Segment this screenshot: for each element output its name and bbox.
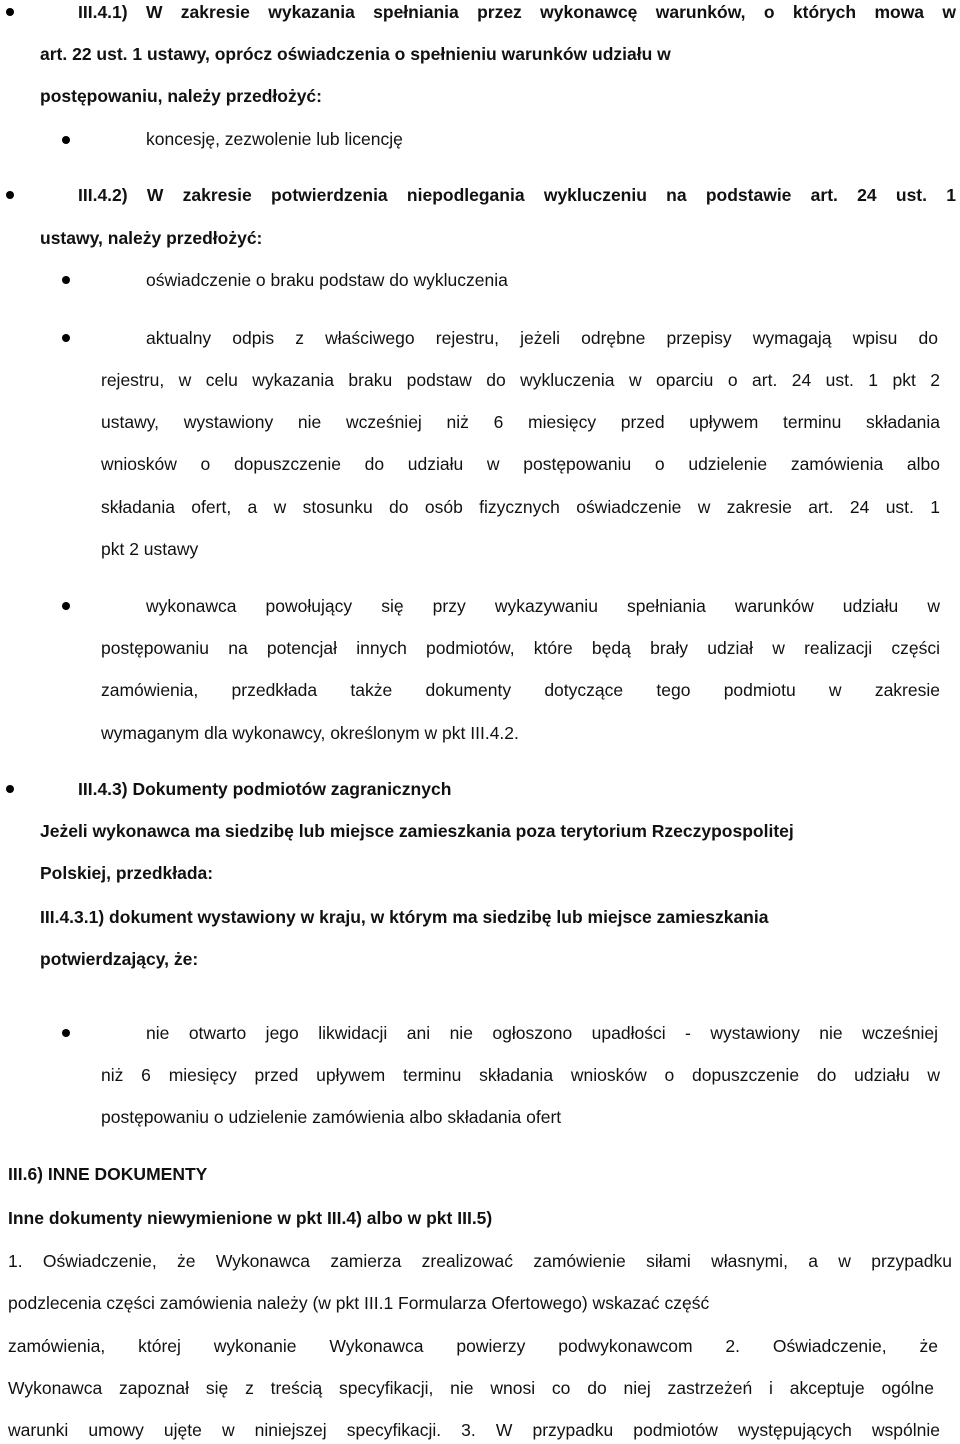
text-line: ustawy, należy przedłożyć:	[40, 228, 263, 248]
text-line: zamówienia, której wykonanie Wykonawca powierzy podwykonawcom 2. Oświadczenie, że	[8, 1336, 938, 1356]
text-line: wykonawca powołujący się przy wykazywaniu spełniania warunków udziału w	[146, 596, 940, 616]
list-item: koncesję, zezwolenie lub licencję	[146, 129, 403, 149]
text-line: III.4.2) W zakresie potwierdzenia niepodlegania wykluczeniu na podstawie art. 24 ust. 1	[78, 185, 956, 205]
subheading-other-documents: Inne dokumenty niewymienione w pkt III.4) albo w pkt III.5)	[8, 1208, 493, 1228]
text-line: postępowaniu, należy przedłożyć:	[40, 86, 322, 106]
text-line: warunki umowy ujęte w niniejszej specyfikacji. 3. W przypadku podmiotów występujących wspólnie	[8, 1420, 940, 1440]
text-line: III.4.1) W zakresie wykazania spełniania przez wykonawcę warunków, o których mowa w	[78, 2, 956, 22]
section-heading-iii-6: III.6) INNE DOKUMENTY	[8, 1164, 208, 1184]
text-line: wniosków o dopuszczenie do udziału w postępowaniu o udzielenie zamówienia albo	[101, 454, 940, 474]
bullet-icon	[62, 136, 70, 144]
text-line: pkt 2 ustawy	[101, 539, 199, 559]
text-line: niż 6 miesięcy przed upływem terminu składania wniosków o dopuszczenie do udziału w	[101, 1065, 940, 1085]
text-line: postępowaniu o udzielenie zamówienia albo składania ofert	[101, 1107, 562, 1127]
text-line: 1. Oświadczenie, że Wykonawca zamierza zrealizować zamówienie siłami własnymi, a w przypadku	[8, 1251, 952, 1271]
text-line: art. 22 ust. 1 ustawy, oprócz oświadczenia o spełnieniu warunków udziału w	[40, 44, 671, 64]
bullet-icon	[6, 785, 14, 793]
text-line: ustawy, wystawiony nie wcześniej niż 6 miesięcy przed upływem terminu składania	[101, 412, 940, 432]
bullet-icon	[6, 8, 14, 16]
text-line: nie otwarto jego likwidacji ani nie ogłoszono upadłości - wystawiony nie wcześniej	[146, 1023, 938, 1043]
text-line: potwierdzający, że:	[40, 949, 199, 969]
text-line: Polskiej, przedkłada:	[40, 863, 214, 883]
section-heading-iii-4-3: III.4.3) Dokumenty podmiotów zagranicznych	[78, 779, 452, 799]
text-line: podzlecenia części zamówienia należy (w pkt III.1 Formularza Ofertowego) wskazać część	[8, 1293, 710, 1313]
bullet-icon	[62, 334, 70, 342]
bullet-icon	[6, 191, 14, 199]
text-line: wymaganym dla wykonawcy, określonym w pkt III.4.2.	[101, 723, 519, 743]
text-line: zamówienia, przedkłada także dokumenty dotyczące tego podmiotu w zakresie	[101, 680, 940, 700]
text-line: Wykonawca zapoznał się z treścią specyfikacji, nie wnosi co do niej zastrzeżeń i akceptuje ogólne	[8, 1378, 934, 1398]
bullet-icon	[62, 276, 70, 284]
bullet-icon	[62, 602, 70, 610]
text-line: postępowaniu na potencjał innych podmiotów, które będą brały udział w realizacji części	[101, 638, 940, 658]
bullet-icon	[62, 1029, 70, 1037]
list-item: oświadczenie o braku podstaw do wykluczenia	[146, 270, 508, 290]
text-line: III.4.3.1) dokument wystawiony w kraju, w którym ma siedzibę lub miejsce zamieszkania	[40, 907, 769, 927]
text-line: składania ofert, a w stosunku do osób fizycznych oświadczenie w zakresie art. 24 ust. 1	[101, 497, 940, 517]
text-line: rejestru, w celu wykazania braku podstaw do wykluczenia w oparciu o art. 24 ust. 1 pkt 2	[101, 370, 940, 390]
text-line: Jeżeli wykonawca ma siedzibę lub miejsce zamieszkania poza terytorium Rzeczypospolitej	[40, 821, 794, 841]
text-line: aktualny odpis z właściwego rejestru, jeżeli odrębne przepisy wymagają wpisu do	[146, 328, 938, 348]
